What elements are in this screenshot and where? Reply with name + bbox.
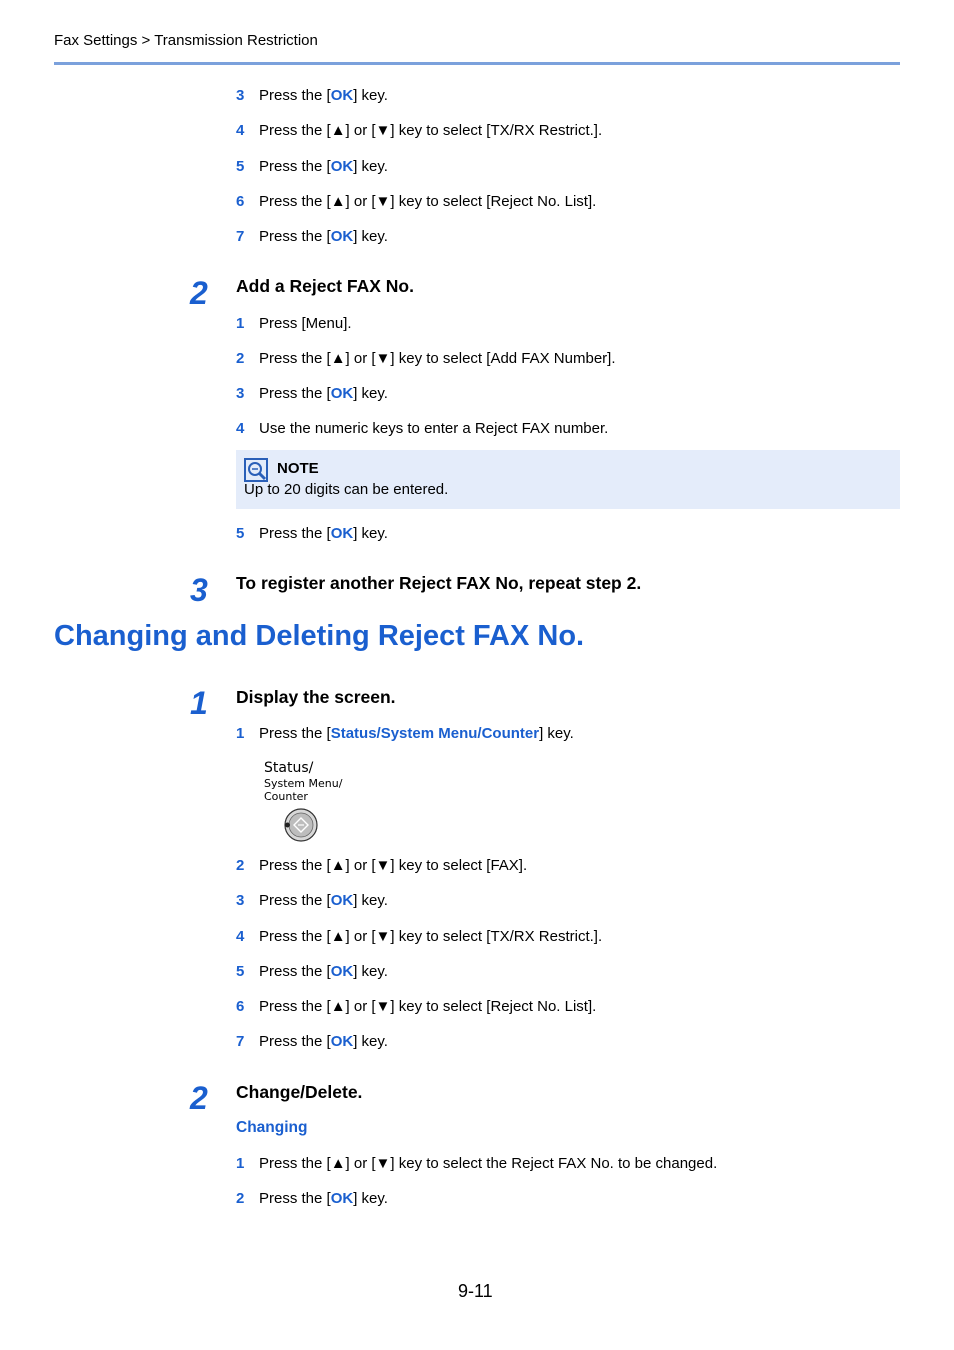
step-text: Press [Menu]. bbox=[259, 315, 352, 332]
step-number: 4 bbox=[236, 420, 245, 437]
step-number: 2 bbox=[236, 857, 245, 874]
status-key-illustration bbox=[262, 760, 352, 844]
ok-key-label: OK bbox=[330, 1033, 354, 1050]
step-text: Use the numeric keys to enter a Reject FAX number. bbox=[259, 420, 609, 437]
step-text: Press the [OK] key. bbox=[259, 963, 388, 980]
step-text: Press the [▲] or [▼] key to select the Reject FAX No. to be changed. bbox=[259, 1155, 718, 1172]
section-title: Changing and Deleting Reject FAX No. bbox=[54, 620, 585, 652]
step-number: 3 bbox=[236, 87, 245, 104]
key-caption-line: System Menu/ bbox=[264, 777, 343, 790]
step-text: Press the [OK] key. bbox=[259, 385, 388, 402]
step-number: 2 bbox=[236, 1190, 245, 1207]
major-step-heading: Display the screen. bbox=[236, 687, 396, 707]
step-number: 2 bbox=[236, 350, 245, 367]
step-text: Press the [OK] key. bbox=[259, 158, 388, 175]
ok-key-label: OK bbox=[330, 385, 354, 402]
ok-key-label: OK bbox=[330, 87, 354, 104]
step-number: 5 bbox=[236, 525, 245, 542]
note-icon bbox=[244, 458, 268, 482]
step-number: 1 bbox=[236, 725, 245, 742]
step-text: Press the [▲] or [▼] key to select [Reject No. List]. bbox=[259, 998, 597, 1015]
step-text: Press the [OK] key. bbox=[259, 228, 388, 245]
ok-key-label: OK bbox=[330, 158, 354, 175]
status-button-icon bbox=[284, 808, 318, 842]
step-number: 5 bbox=[236, 158, 245, 175]
ok-key-label: OK bbox=[330, 963, 354, 980]
major-step-number: 3 bbox=[190, 572, 208, 608]
step-number: 1 bbox=[236, 315, 245, 332]
step-number: 7 bbox=[236, 228, 245, 245]
step-number: 4 bbox=[236, 122, 245, 139]
major-step-heading: Change/Delete. bbox=[236, 1082, 363, 1102]
step-text: Press the [▲] or [▼] key to select [FAX]. bbox=[259, 857, 528, 874]
note-text: Up to 20 digits can be entered. bbox=[244, 481, 449, 498]
page-number: 9-11 bbox=[458, 1281, 493, 1301]
step-number: 3 bbox=[236, 892, 245, 909]
step-number: 5 bbox=[236, 963, 245, 980]
step-text: Press the [OK] key. bbox=[259, 1190, 388, 1207]
step-text: Press the [OK] key. bbox=[259, 1033, 388, 1050]
ok-key-label: OK bbox=[330, 892, 354, 909]
key-caption-line: Status/ bbox=[264, 760, 314, 776]
ok-key-label: OK bbox=[330, 228, 354, 245]
sub-heading: Changing bbox=[236, 1119, 308, 1136]
page-header-breadcrumb: Fax Settings > Transmission Restriction bbox=[54, 32, 318, 49]
ok-key-label: OK bbox=[330, 1190, 354, 1207]
step-text: Press the [▲] or [▼] key to select [TX/RX Restrict.]. bbox=[259, 928, 603, 945]
major-step-heading: Add a Reject FAX No. bbox=[236, 276, 414, 296]
step-number: 6 bbox=[236, 998, 245, 1015]
step-text: Press the [▲] or [▼] key to select [TX/RX Restrict.]. bbox=[259, 122, 603, 139]
step-number: 1 bbox=[236, 1155, 245, 1172]
step-number: 3 bbox=[236, 385, 245, 402]
note-label: NOTE bbox=[277, 460, 319, 477]
step-number: 6 bbox=[236, 193, 245, 210]
key-caption-line: Counter bbox=[264, 790, 308, 803]
step-text: Press the [▲] or [▼] key to select [Add FAX Number]. bbox=[259, 350, 616, 367]
major-step-number: 2 bbox=[190, 1080, 208, 1116]
ok-key-label: OK bbox=[330, 525, 354, 542]
major-step-number: 1 bbox=[190, 685, 208, 721]
major-step-number: 2 bbox=[190, 275, 208, 311]
status-key-label: Status/System Menu/Counter bbox=[330, 725, 540, 742]
note-box bbox=[236, 450, 900, 509]
step-number: 7 bbox=[236, 1033, 245, 1050]
header-divider bbox=[54, 62, 900, 65]
step-text: Press the [Status/System Menu/Counter] key. bbox=[259, 725, 574, 742]
step-text: Press the [OK] key. bbox=[259, 87, 388, 104]
step-text: Press the [OK] key. bbox=[259, 892, 388, 909]
step-text: Press the [OK] key. bbox=[259, 525, 388, 542]
major-step-heading: To register another Reject FAX No, repeat step 2. bbox=[236, 573, 642, 593]
step-number: 4 bbox=[236, 928, 245, 945]
step-text: Press the [▲] or [▼] key to select [Reject No. List]. bbox=[259, 193, 597, 210]
